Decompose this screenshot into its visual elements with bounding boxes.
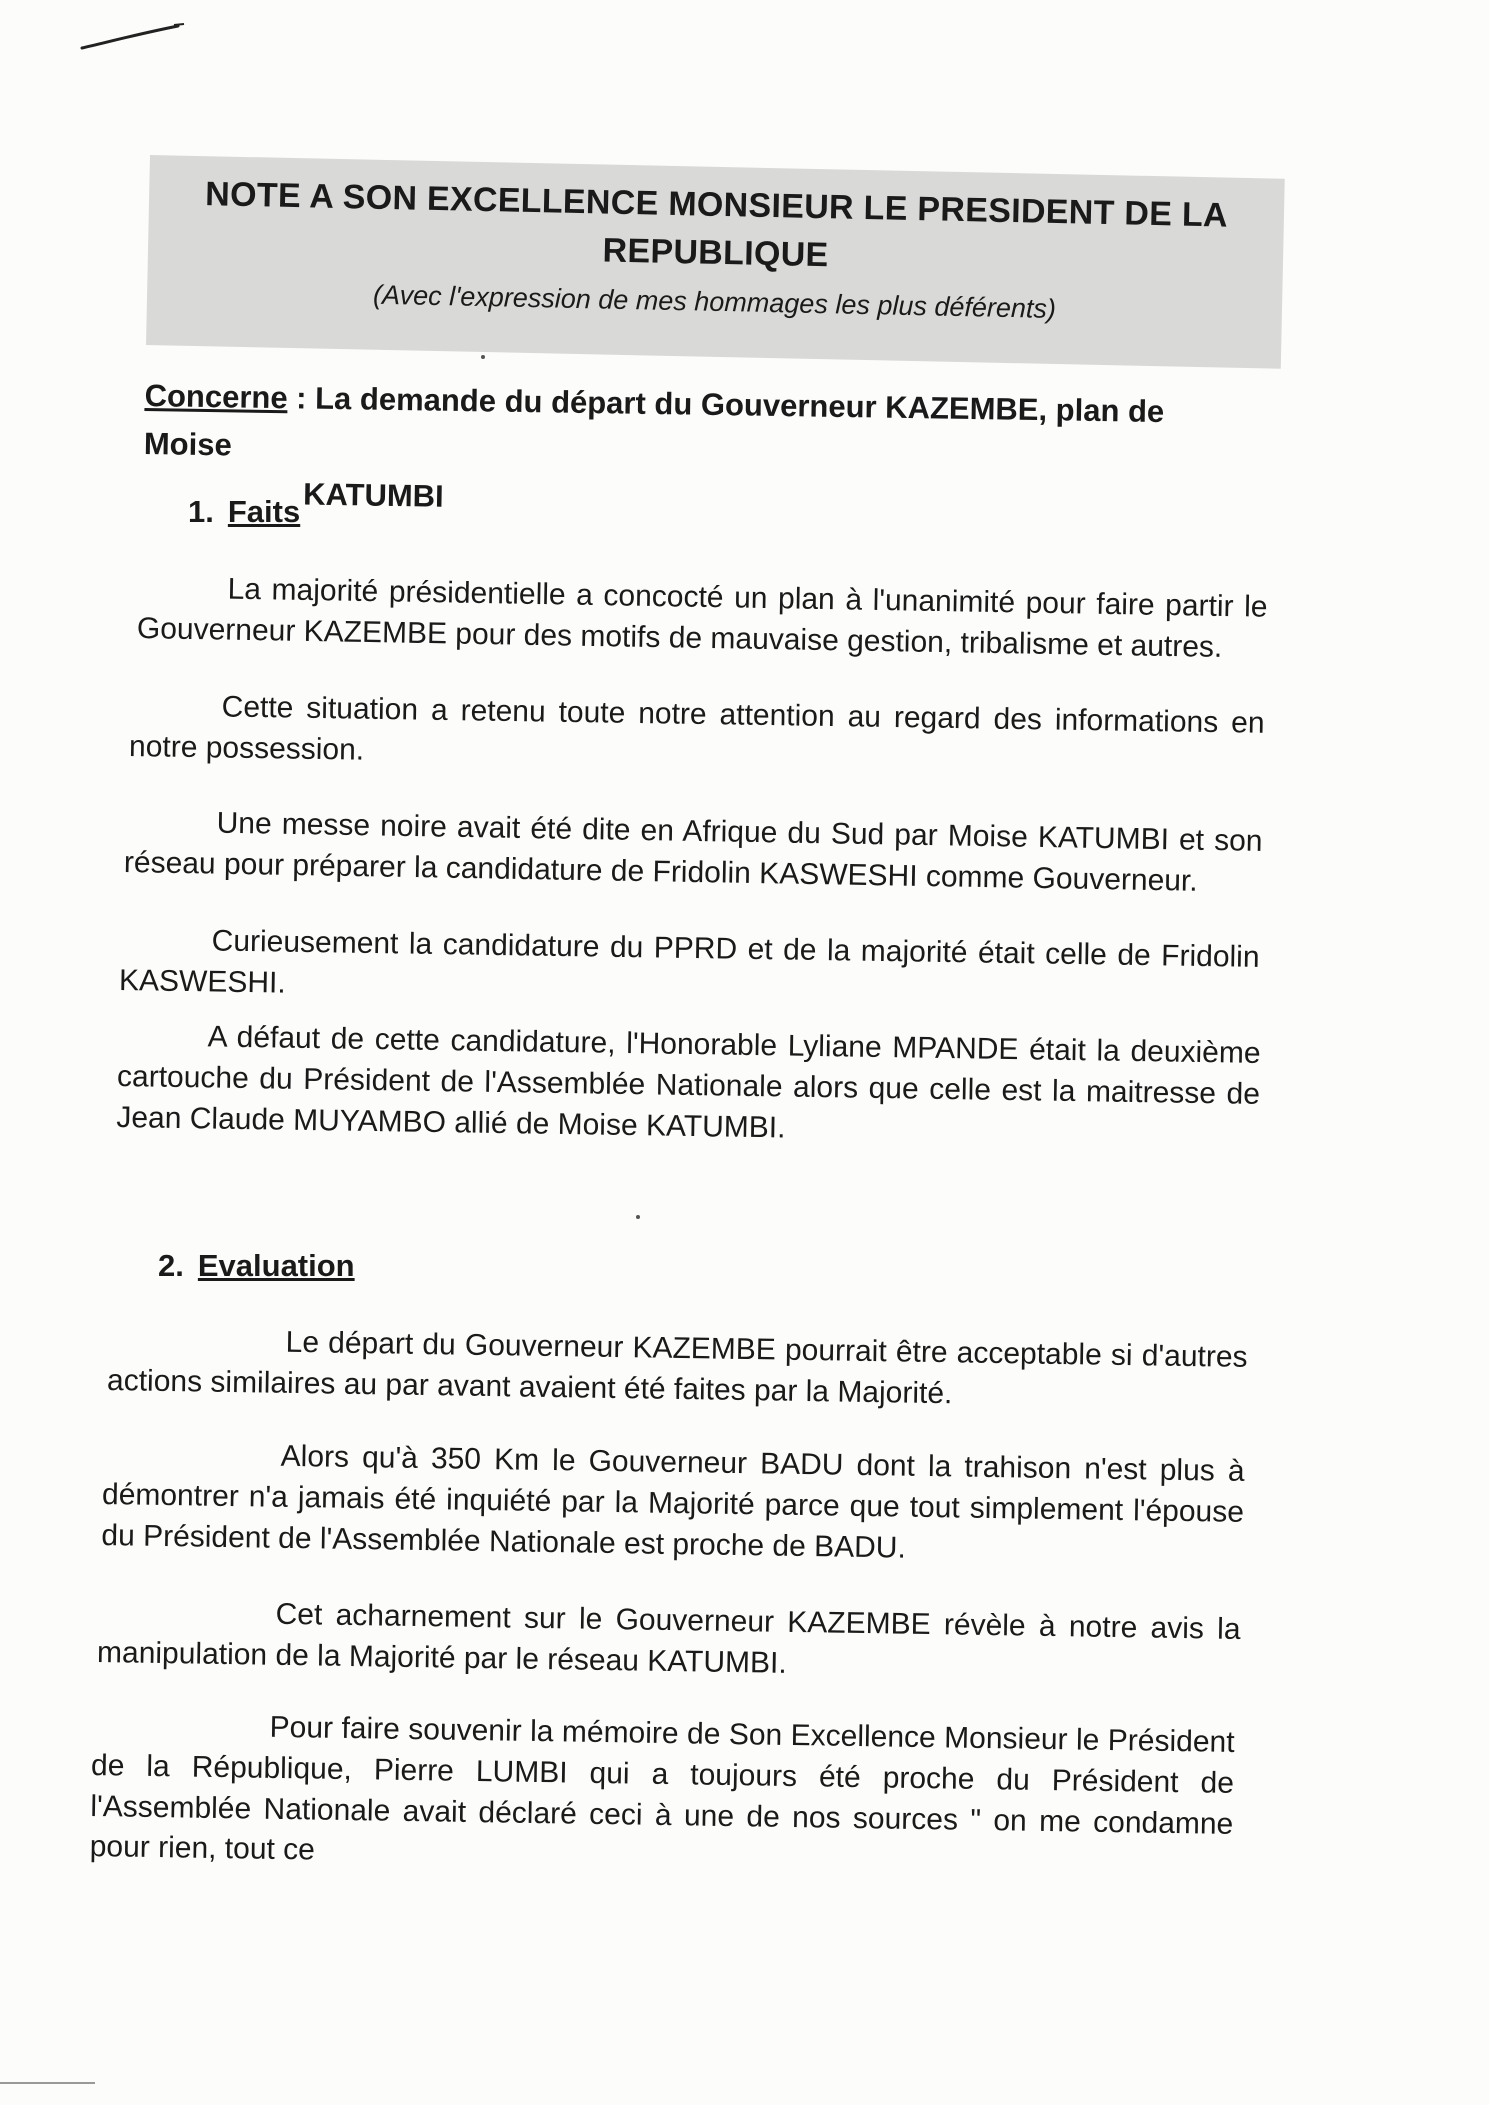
- speck: [481, 355, 485, 359]
- paragraph: Pour faire souvenir la mémoire de Son Excellence Monsieur le Président de la République, Pierre LUMBI qui a toujours été proche du Président de l'Assemblée Nationale avait déclaré ceci à une de nos sources " on me condamne pour rien, tout ce: [89, 1710, 1235, 1867]
- document-title-line2: REPUBLIQUE: [602, 231, 829, 275]
- pen-stroke-mark: [78, 22, 188, 52]
- subject-label: Concerne: [144, 377, 288, 416]
- section-heading-faits: [188, 494, 300, 530]
- paragraph: Alors qu'à 350 Km le Gouverneur BADU dont la trahison n'est plus à démontrer n'a jamais été inquiété par la Majorité parce que tout simplement l'épouse du Président de l'Assemblée Nationale est proche de BADU.: [101, 1439, 1245, 1565]
- paragraph: La majorité présidentielle a concocté un plan à l'unanimité pour faire partir le Gouverneur KAZEMBE pour des motifs de mauvaise gestion, tribalisme et autres.: [136, 572, 1268, 664]
- paragraph: A défaut de cette candidature, l'Honorable Lyliane MPANDE était la deuxième cartouche du Président de l'Assemblée Nationale alors que celle est la maitresse de Jean Claude MUYAMBO allié de Moise KATUMBI.: [116, 1020, 1261, 1145]
- paragraph: Une messe noire avait été dite en Afrique du Sud par Moise KATUMBI et son réseau pour préparer la candidature de Fridolin KASWESHI comme Gouverneur.: [123, 806, 1263, 898]
- speck: [636, 1215, 640, 1219]
- subject-line: [143, 372, 1195, 533]
- document-title-line1: NOTE A SON EXCELLENCE MONSIEUR LE PRESIDENT DE LA: [204, 175, 1229, 235]
- section-title: Faits: [227, 494, 301, 529]
- subject-text-line2: KATUMBI: [302, 476, 444, 514]
- subject-separator: :: [287, 380, 316, 416]
- section-title: Evaluation: [197, 1248, 355, 1283]
- scan-edge-line: [0, 2082, 95, 2084]
- document-header: [146, 155, 1285, 369]
- section-number: 1.: [188, 494, 214, 529]
- paragraph: Cette situation a retenu toute notre attention au regard des informations en notre possession.: [128, 690, 1265, 767]
- paragraph: Le départ du Gouverneur KAZEMBE pourrait être acceptable si d'autres actions similaires au par avant avaient été faites par la Majorité.: [106, 1325, 1248, 1411]
- section-heading-evaluation: [158, 1248, 355, 1284]
- subject-text-line1: La demande du départ du Gouverneur KAZEMBE, plan de Moise: [143, 380, 1165, 463]
- section-number: 2.: [158, 1248, 184, 1283]
- paragraph: Curieusement la candidature du PPRD et de la majorité était celle de Fridolin KASWESHI.: [118, 924, 1260, 1000]
- paragraph: Cet acharnement sur le Gouverneur KAZEMBE révèle à notre avis la manipulation de la Majorité par le réseau KATUMBI.: [96, 1597, 1241, 1680]
- document-subtitle: (Avec l'expression de mes hommages les plus déférents): [372, 279, 1057, 325]
